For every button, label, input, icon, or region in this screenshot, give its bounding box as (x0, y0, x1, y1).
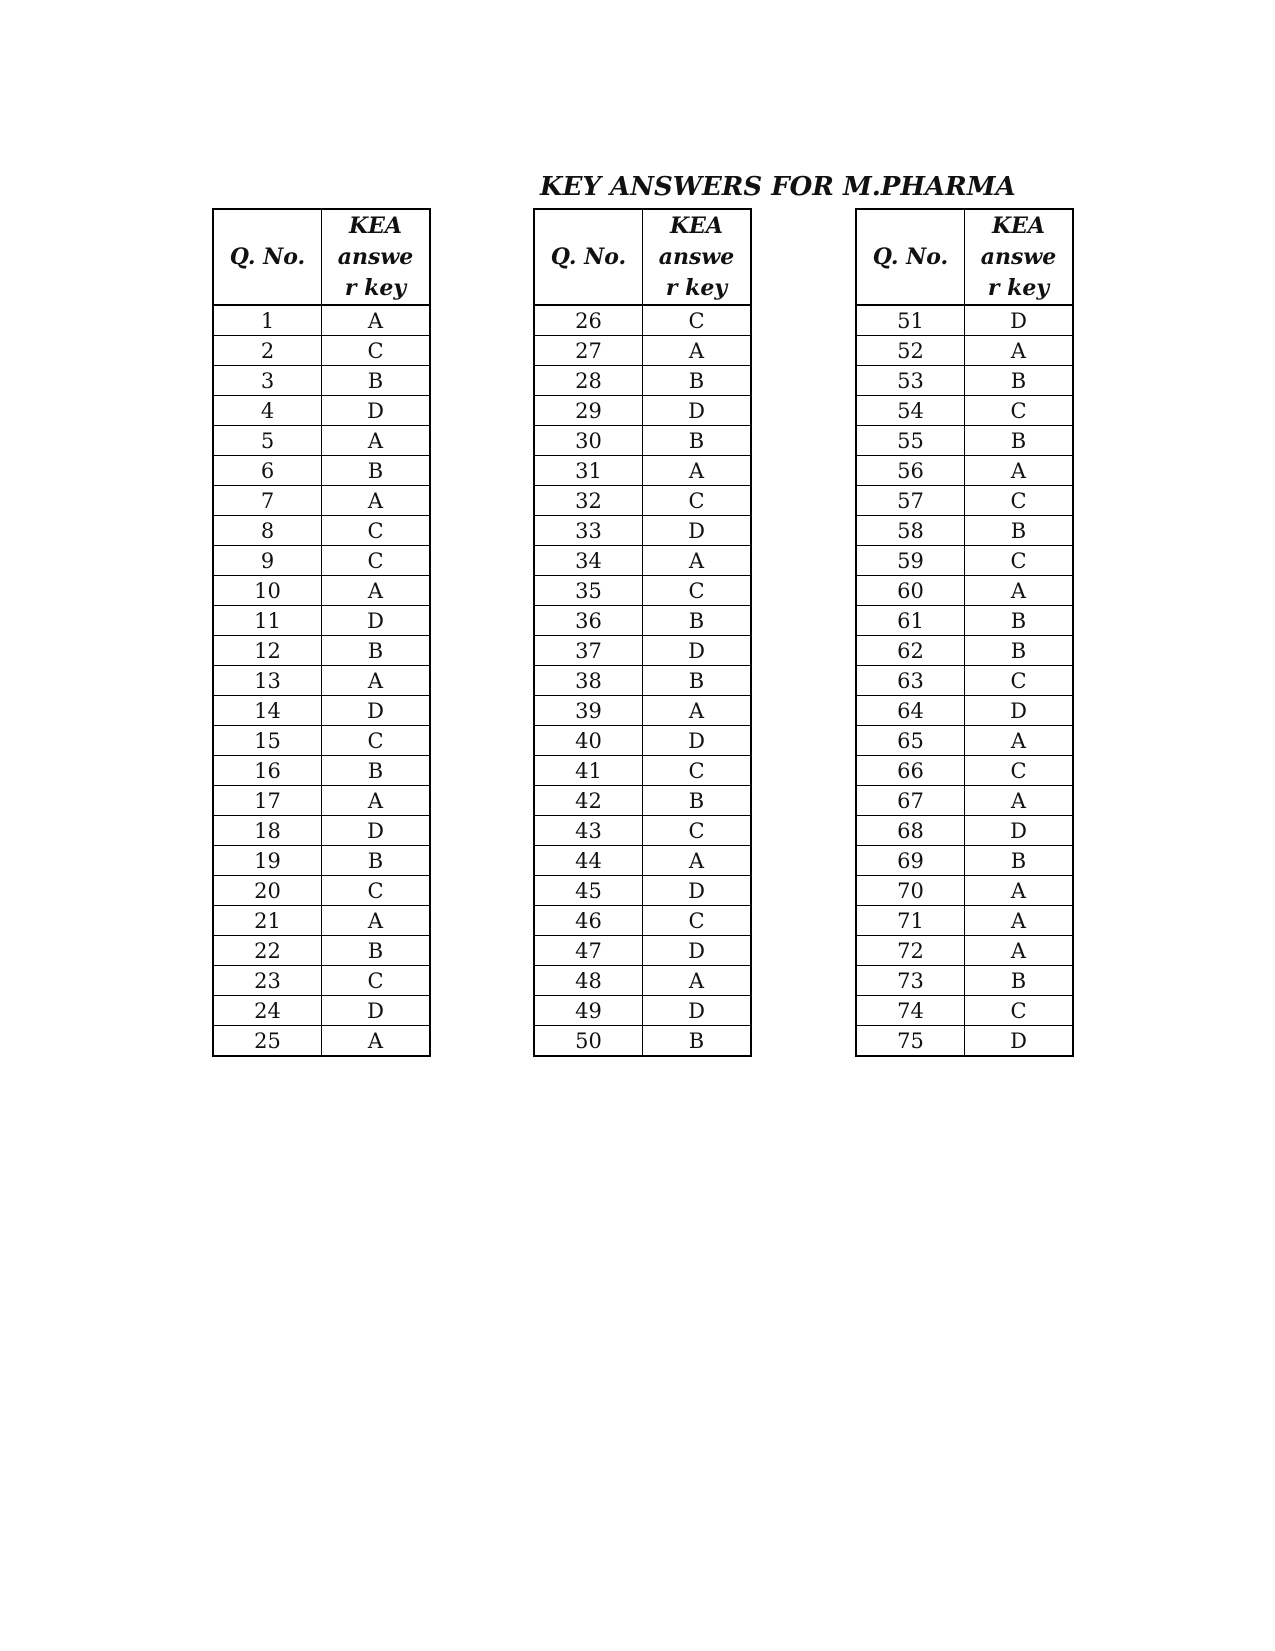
table-row (856, 305, 1073, 336)
page-title: KEY ANSWERS FOR M.PHARMA (540, 172, 1016, 202)
answer-cell: B (322, 936, 431, 966)
answer-cell: A (322, 305, 431, 336)
answer-cell: C (965, 996, 1074, 1026)
question-number-cell: 67 (856, 786, 965, 816)
question-number-cell: 43 (534, 816, 643, 846)
answer-cell: D (643, 876, 752, 906)
table-row (856, 936, 1073, 966)
answer-cell: A (643, 696, 752, 726)
answer-cell: A (643, 456, 752, 486)
table-row (534, 786, 751, 816)
answer-cell: C (643, 906, 752, 936)
answer-cell: B (965, 636, 1074, 666)
question-number-cell: 40 (534, 726, 643, 756)
question-number-cell: 7 (213, 486, 322, 516)
question-number-cell: 57 (856, 486, 965, 516)
answer-cell: A (965, 786, 1074, 816)
question-number-cell: 20 (213, 876, 322, 906)
table-row (856, 426, 1073, 456)
answer-cell: B (965, 606, 1074, 636)
table-row (856, 786, 1073, 816)
question-number-cell: 38 (534, 666, 643, 696)
table-row (213, 726, 430, 756)
table-row (856, 816, 1073, 846)
question-number-cell: 34 (534, 546, 643, 576)
answer-cell: D (965, 696, 1074, 726)
answer-key-header-line: KEA (349, 212, 402, 239)
question-number-cell: 63 (856, 666, 965, 696)
question-number-cell: 44 (534, 846, 643, 876)
table-row (534, 396, 751, 426)
question-number-cell: 59 (856, 546, 965, 576)
question-number-cell: 42 (534, 786, 643, 816)
answer-cell: A (965, 936, 1074, 966)
answer-key-header-line: r key (665, 274, 728, 301)
table-row (213, 996, 430, 1026)
answer-cell: D (643, 996, 752, 1026)
table-row (856, 726, 1073, 756)
answer-cell: C (643, 816, 752, 846)
answer-cell: A (965, 726, 1074, 756)
answer-cell: C (643, 305, 752, 336)
answer-cell: B (965, 426, 1074, 456)
question-number-cell: 19 (213, 846, 322, 876)
question-number-cell: 12 (213, 636, 322, 666)
table-row (213, 876, 430, 906)
answer-cell: C (322, 546, 431, 576)
question-number-cell: 55 (856, 426, 965, 456)
answer-cell: B (965, 846, 1074, 876)
answer-cell: D (322, 996, 431, 1026)
question-number-cell: 75 (856, 1026, 965, 1057)
question-number-cell: 18 (213, 816, 322, 846)
table-row (534, 1026, 751, 1057)
question-number-cell: 73 (856, 966, 965, 996)
table-row (856, 486, 1073, 516)
table-body (856, 305, 1073, 1056)
table-row (213, 636, 430, 666)
question-number-header: Q. No. (856, 209, 965, 305)
table-row (856, 756, 1073, 786)
table-row (534, 666, 751, 696)
question-number-cell: 61 (856, 606, 965, 636)
answer-cell: C (322, 336, 431, 366)
answer-cell: D (643, 396, 752, 426)
question-number-cell: 29 (534, 396, 643, 426)
table-row (213, 666, 430, 696)
table-header-row (213, 209, 430, 305)
question-number-cell: 69 (856, 846, 965, 876)
table-row (856, 636, 1073, 666)
question-number-cell: 36 (534, 606, 643, 636)
table-row (856, 1026, 1073, 1057)
question-number-cell: 22 (213, 936, 322, 966)
table-row (213, 1026, 430, 1057)
question-number-cell: 17 (213, 786, 322, 816)
question-number-cell: 33 (534, 516, 643, 546)
answer-cell: C (322, 516, 431, 546)
answer-cell: B (322, 756, 431, 786)
question-number-cell: 9 (213, 546, 322, 576)
table-row (534, 816, 751, 846)
table-body (213, 305, 430, 1056)
table-row (534, 936, 751, 966)
table-row (213, 936, 430, 966)
answer-cell: A (322, 1026, 431, 1057)
table-row (213, 486, 430, 516)
question-number-cell: 6 (213, 456, 322, 486)
answer-key-header (965, 209, 1074, 305)
table-row (213, 305, 430, 336)
question-number-cell: 30 (534, 426, 643, 456)
table-row (534, 696, 751, 726)
table-row (534, 486, 751, 516)
answer-cell: D (322, 816, 431, 846)
table-row (856, 546, 1073, 576)
question-number-cell: 68 (856, 816, 965, 846)
answer-key-header-line: answe (980, 243, 1057, 270)
question-number-cell: 70 (856, 876, 965, 906)
table-header-row (856, 209, 1073, 305)
question-number-cell: 71 (856, 906, 965, 936)
answer-cell: A (965, 576, 1074, 606)
question-number-cell: 5 (213, 426, 322, 456)
question-number-cell: 16 (213, 756, 322, 786)
answer-cell: C (965, 486, 1074, 516)
question-number-cell: 72 (856, 936, 965, 966)
question-number-cell: 49 (534, 996, 643, 1026)
table-row (534, 726, 751, 756)
table-row (534, 576, 751, 606)
table-body (534, 305, 751, 1056)
question-number-cell: 32 (534, 486, 643, 516)
question-number-cell: 54 (856, 396, 965, 426)
question-number-cell: 46 (534, 906, 643, 936)
question-number-cell: 47 (534, 936, 643, 966)
table-row (856, 966, 1073, 996)
question-number-cell: 51 (856, 305, 965, 336)
table-row (534, 366, 751, 396)
question-number-cell: 45 (534, 876, 643, 906)
answer-key-header-line: answe (658, 243, 735, 270)
table-row (856, 906, 1073, 936)
table-row (856, 876, 1073, 906)
answer-cell: D (965, 1026, 1074, 1057)
table-header-row (534, 209, 751, 305)
question-number-cell: 4 (213, 396, 322, 426)
answer-cell: B (643, 426, 752, 456)
table-row (213, 816, 430, 846)
answer-key-table-1 (212, 208, 431, 1057)
question-number-cell: 74 (856, 996, 965, 1026)
answer-cell: D (965, 305, 1074, 336)
answer-key-header-line: KEA (670, 212, 723, 239)
answer-key-header-line: KEA (992, 212, 1045, 239)
table-row (534, 305, 751, 336)
question-number-cell: 53 (856, 366, 965, 396)
table-row (534, 516, 751, 546)
table-row (213, 696, 430, 726)
question-number-cell: 21 (213, 906, 322, 936)
table-row (534, 996, 751, 1026)
answer-cell: C (965, 396, 1074, 426)
question-number-cell: 58 (856, 516, 965, 546)
answer-cell: C (965, 666, 1074, 696)
table-row (856, 666, 1073, 696)
table-row (534, 876, 751, 906)
answer-cell: C (965, 756, 1074, 786)
answer-cell: B (643, 366, 752, 396)
table-row (213, 426, 430, 456)
question-number-cell: 66 (856, 756, 965, 786)
answer-key-table-2 (533, 208, 752, 1057)
answer-cell: A (643, 546, 752, 576)
question-number-cell: 11 (213, 606, 322, 636)
question-number-cell: 50 (534, 1026, 643, 1057)
question-number-header: Q. No. (213, 209, 322, 305)
table-row (534, 426, 751, 456)
answer-cell: D (322, 606, 431, 636)
question-number-cell: 48 (534, 966, 643, 996)
question-number-cell: 26 (534, 305, 643, 336)
answer-cell: B (322, 366, 431, 396)
table-row (856, 606, 1073, 636)
table-row (213, 546, 430, 576)
question-number-cell: 64 (856, 696, 965, 726)
answer-cell: D (965, 816, 1074, 846)
table-row (534, 546, 751, 576)
table-row (856, 996, 1073, 1026)
answer-cell: B (643, 786, 752, 816)
question-number-cell: 37 (534, 636, 643, 666)
answer-cell: C (322, 726, 431, 756)
table-row (213, 456, 430, 486)
table-row (534, 336, 751, 366)
table-row (534, 846, 751, 876)
table-row (213, 756, 430, 786)
answer-cell: A (643, 846, 752, 876)
question-number-cell: 28 (534, 366, 643, 396)
answer-cell: A (965, 906, 1074, 936)
question-number-header: Q. No. (534, 209, 643, 305)
table-row (213, 966, 430, 996)
table-row (534, 756, 751, 786)
answer-cell: B (965, 516, 1074, 546)
question-number-cell: 60 (856, 576, 965, 606)
table-row (534, 456, 751, 486)
question-number-cell: 2 (213, 336, 322, 366)
answer-key-table-3 (855, 208, 1074, 1057)
answer-cell: A (322, 786, 431, 816)
question-number-cell: 14 (213, 696, 322, 726)
answer-key-header (322, 209, 431, 305)
answer-cell: A (322, 666, 431, 696)
table-row (856, 336, 1073, 366)
answer-cell: B (643, 1026, 752, 1057)
question-number-cell: 27 (534, 336, 643, 366)
question-number-cell: 56 (856, 456, 965, 486)
answer-cell: B (322, 636, 431, 666)
question-number-cell: 65 (856, 726, 965, 756)
answer-cell: A (322, 576, 431, 606)
question-number-cell: 13 (213, 666, 322, 696)
answer-cell: C (643, 756, 752, 786)
table-row (856, 396, 1073, 426)
answer-cell: C (643, 486, 752, 516)
answer-cell: B (643, 666, 752, 696)
table-row (534, 906, 751, 936)
table-row (213, 366, 430, 396)
question-number-cell: 24 (213, 996, 322, 1026)
answer-cell: D (643, 936, 752, 966)
table-row (856, 576, 1073, 606)
answer-cell: C (322, 876, 431, 906)
question-number-cell: 10 (213, 576, 322, 606)
answer-cell: C (965, 546, 1074, 576)
answer-cell: A (322, 906, 431, 936)
table-row (856, 366, 1073, 396)
answer-cell: A (965, 336, 1074, 366)
answer-cell: C (643, 576, 752, 606)
question-number-cell: 25 (213, 1026, 322, 1057)
answer-key-header-line: r key (987, 274, 1050, 301)
answer-cell: D (643, 636, 752, 666)
table-row (213, 396, 430, 426)
answer-key-header-line: answe (337, 243, 414, 270)
answer-cell: B (643, 606, 752, 636)
answer-cell: A (322, 426, 431, 456)
answer-cell: A (643, 966, 752, 996)
answer-cell: D (643, 726, 752, 756)
question-number-cell: 39 (534, 696, 643, 726)
answer-cell: D (322, 696, 431, 726)
table-row (856, 516, 1073, 546)
question-number-cell: 52 (856, 336, 965, 366)
answer-cell: C (322, 966, 431, 996)
table-row (856, 696, 1073, 726)
table-row (856, 846, 1073, 876)
answer-cell: D (322, 396, 431, 426)
table-row (534, 606, 751, 636)
table-row (213, 336, 430, 366)
question-number-cell: 41 (534, 756, 643, 786)
table-row (213, 516, 430, 546)
table-row (213, 906, 430, 936)
answer-cell: A (965, 876, 1074, 906)
question-number-cell: 15 (213, 726, 322, 756)
answer-cell: B (322, 846, 431, 876)
table-row (213, 576, 430, 606)
question-number-cell: 31 (534, 456, 643, 486)
table-row (856, 456, 1073, 486)
question-number-cell: 62 (856, 636, 965, 666)
answer-key-header (643, 209, 752, 305)
answer-cell: A (322, 486, 431, 516)
table-row (534, 636, 751, 666)
table-row (534, 966, 751, 996)
question-number-cell: 35 (534, 576, 643, 606)
answer-cell: A (643, 336, 752, 366)
answer-key-header-line: r key (344, 274, 407, 301)
answer-cell: B (965, 966, 1074, 996)
question-number-cell: 3 (213, 366, 322, 396)
answer-cell: D (643, 516, 752, 546)
answer-cell: B (965, 366, 1074, 396)
table-row (213, 786, 430, 816)
question-number-cell: 23 (213, 966, 322, 996)
answer-cell: B (322, 456, 431, 486)
question-number-cell: 1 (213, 305, 322, 336)
table-row (213, 846, 430, 876)
question-number-cell: 8 (213, 516, 322, 546)
answer-cell: A (965, 456, 1074, 486)
table-row (213, 606, 430, 636)
